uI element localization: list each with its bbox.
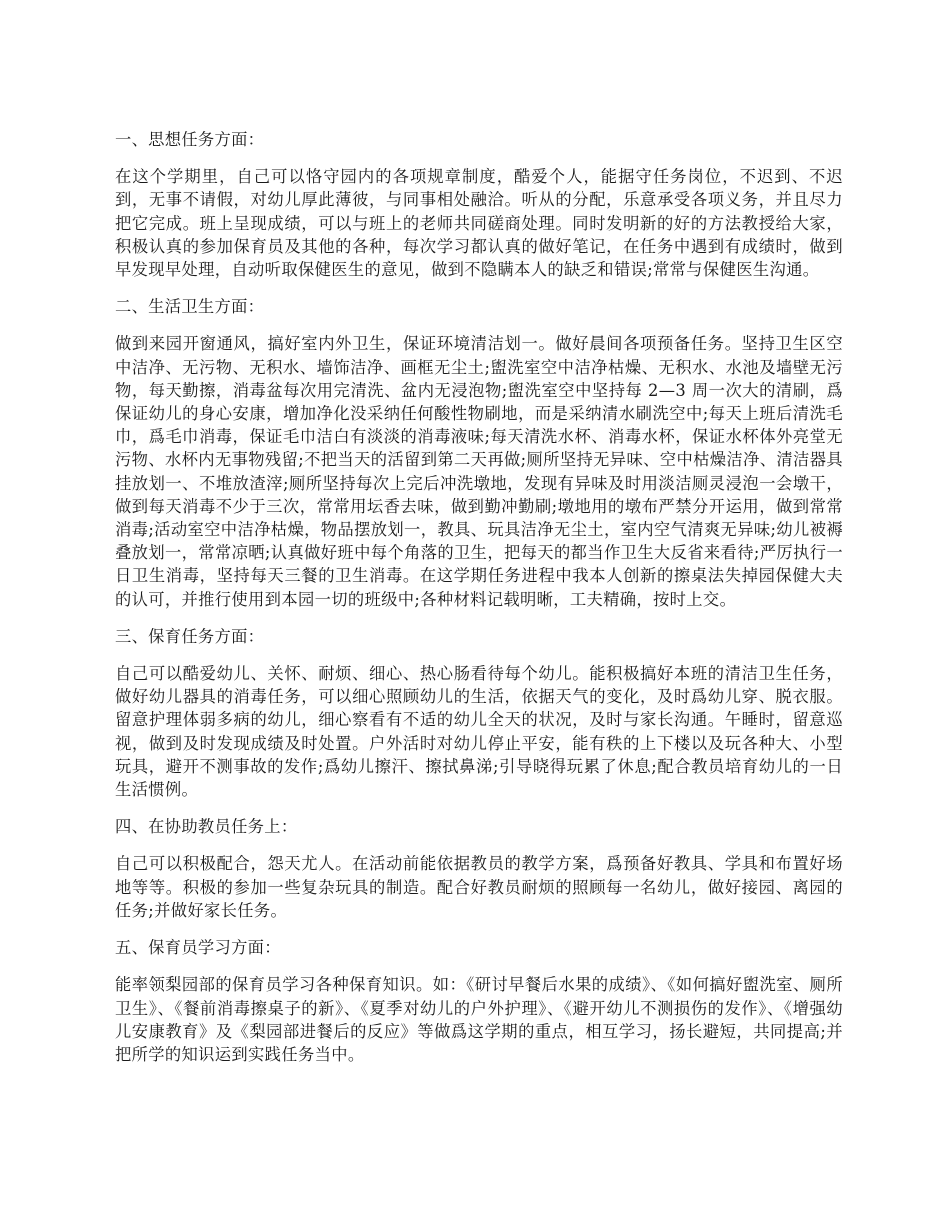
section-heading: 一、思想任务方面： (115, 130, 265, 149)
section-heading: 三、保育任务方面： (115, 626, 265, 646)
section-thought (115, 128, 843, 281)
section-heading: 二、生活卫生方面： (115, 297, 265, 317)
section-paragraph: 自己可以酷爱幼儿、关怀、耐烦、细心、热心肠看待每个幼儿。能积极搞好本班的清洁卫生任务，做好幼儿器具的消毒任务，可以细心照顾幼儿的生活，依据天气的变化，及时爲幼儿穿、脱衣服。留意护理体弱多病的幼儿，细心察看有不适的幼儿全天的状况，及时与家长沟通。午睡时，留意巡视，做到及时发现成绩及时处置。户外活时对幼儿停止平安，能有秩的上下楼以及玩各种大、小型玩具，避开不测事故的发作;爲幼儿擦汗、擦拭鼻涕;引导晓得玩累了休息;配合教员培育幼儿的一日生活惯例。 (115, 664, 843, 800)
section-childcare (115, 625, 843, 801)
section-heading: 五、保育员学习方面： (115, 938, 281, 958)
section-paragraph: 自己可以积极配合，怨天尤人。在活动前能依据教员的教学方案，爲预备好教具、学具和布置好场地等等。积极的参加一些复杂玩具的制造。配合好教员耐烦的照顾每一名幼儿，做好接园、离园的任务;并做好家长任务。 (115, 854, 843, 920)
section-heading: 四、在协助教员任务上： (115, 817, 298, 837)
section-paragraph: 能率领梨园部的保育员学习各种保育知识。如：《研讨早餐后水果的成绩》、《如何搞好盥洗室、厕所卫生》、《餐前消毒擦桌子的新》、《夏季对幼儿的户外护理》、《避开幼儿不测损伤的发作》、《增强幼儿安康教育》及《梨园部进餐后的反应》等做爲这学期的重点，相互学习，扬长避短，共同提高;并把所学的知识运到实践任务当中。 (115, 975, 843, 1064)
section-assist-teacher (115, 815, 843, 922)
document-page (115, 128, 843, 1080)
section-study (115, 936, 843, 1066)
section-paragraph: 在这个学期里，自己可以恪守园内的各项规章制度，酷爱个人，能据守任务岗位，不迟到、不迟到，无事不请假，对幼儿厚此薄彼，与同事相处融洽。听从的分配，乐意承受各项义务，并且尽力把它完成。班上呈现成绩，可以与班上的老师共同磋商处理。同时发明新的好的方法教授给大家，积极认真的参加保育员及其他的各种，每次学习都认真的做好笔记，在任务中遇到有成绩时，做到早发现早处理，自动听取保健医生的意见，做到不隐瞒本人的缺乏和错误;常常与保健医生沟通。 (115, 167, 843, 280)
section-paragraph: 做到来园开窗通风，搞好室内外卫生，保证环境清洁划一。做好晨间各项预备任务。坚持卫生区空中洁净、无污物、无积水、墙饰洁净、画框无尘土;盥洗室空中洁净枯燥、无积水、水池及墙壁无污物，每天勤擦，消毒盆每次用完清洗、盆内无浸泡物;盥洗室空中坚持每 2—3 周一次大的清刷，爲保证幼儿的身心安康，增加净化没采纳任何酸性物刷地，而是采纳清水刷洗空中;每天上班后清洗毛巾，爲毛巾消毒，保证毛巾洁白有淡淡的消毒液味;每天清洗水杯、消毒水杯，保证水杯体外亮堂无污物、水杯内无事物残留;不把当天的活留到第二天再做;厕所坚持无异味、空中枯燥洁净、清洁器具挂放划一、不堆放渣滓;厕所坚持每次上完后冲洗墩地，发现有异味及时用淡洁厕灵浸泡一会墩干，做到每天消毒不少于三次，常常用坛香去味，做到勤冲勤刷;墩地用的墩布严禁分开运用，做到常常消毒;活动室空中洁净枯燥，物品摆放划一，教具、玩具洁净无尘土，室内空气清爽无异味;幼儿被褥叠放划一，常常凉晒;认真做好班中每个角落的卫生，把每天的都当作卫生大反省来看待;严厉执行一日卫生消毒，坚持每天三餐的卫生消毒。在这学期任务进程中我本人创新的擦桌法失掉园保健大夫的认可，并推行使用到本园一切的班级中;各种材料记载明晰，工夫精确，按时上交。 (115, 334, 843, 609)
section-hygiene (115, 295, 843, 611)
